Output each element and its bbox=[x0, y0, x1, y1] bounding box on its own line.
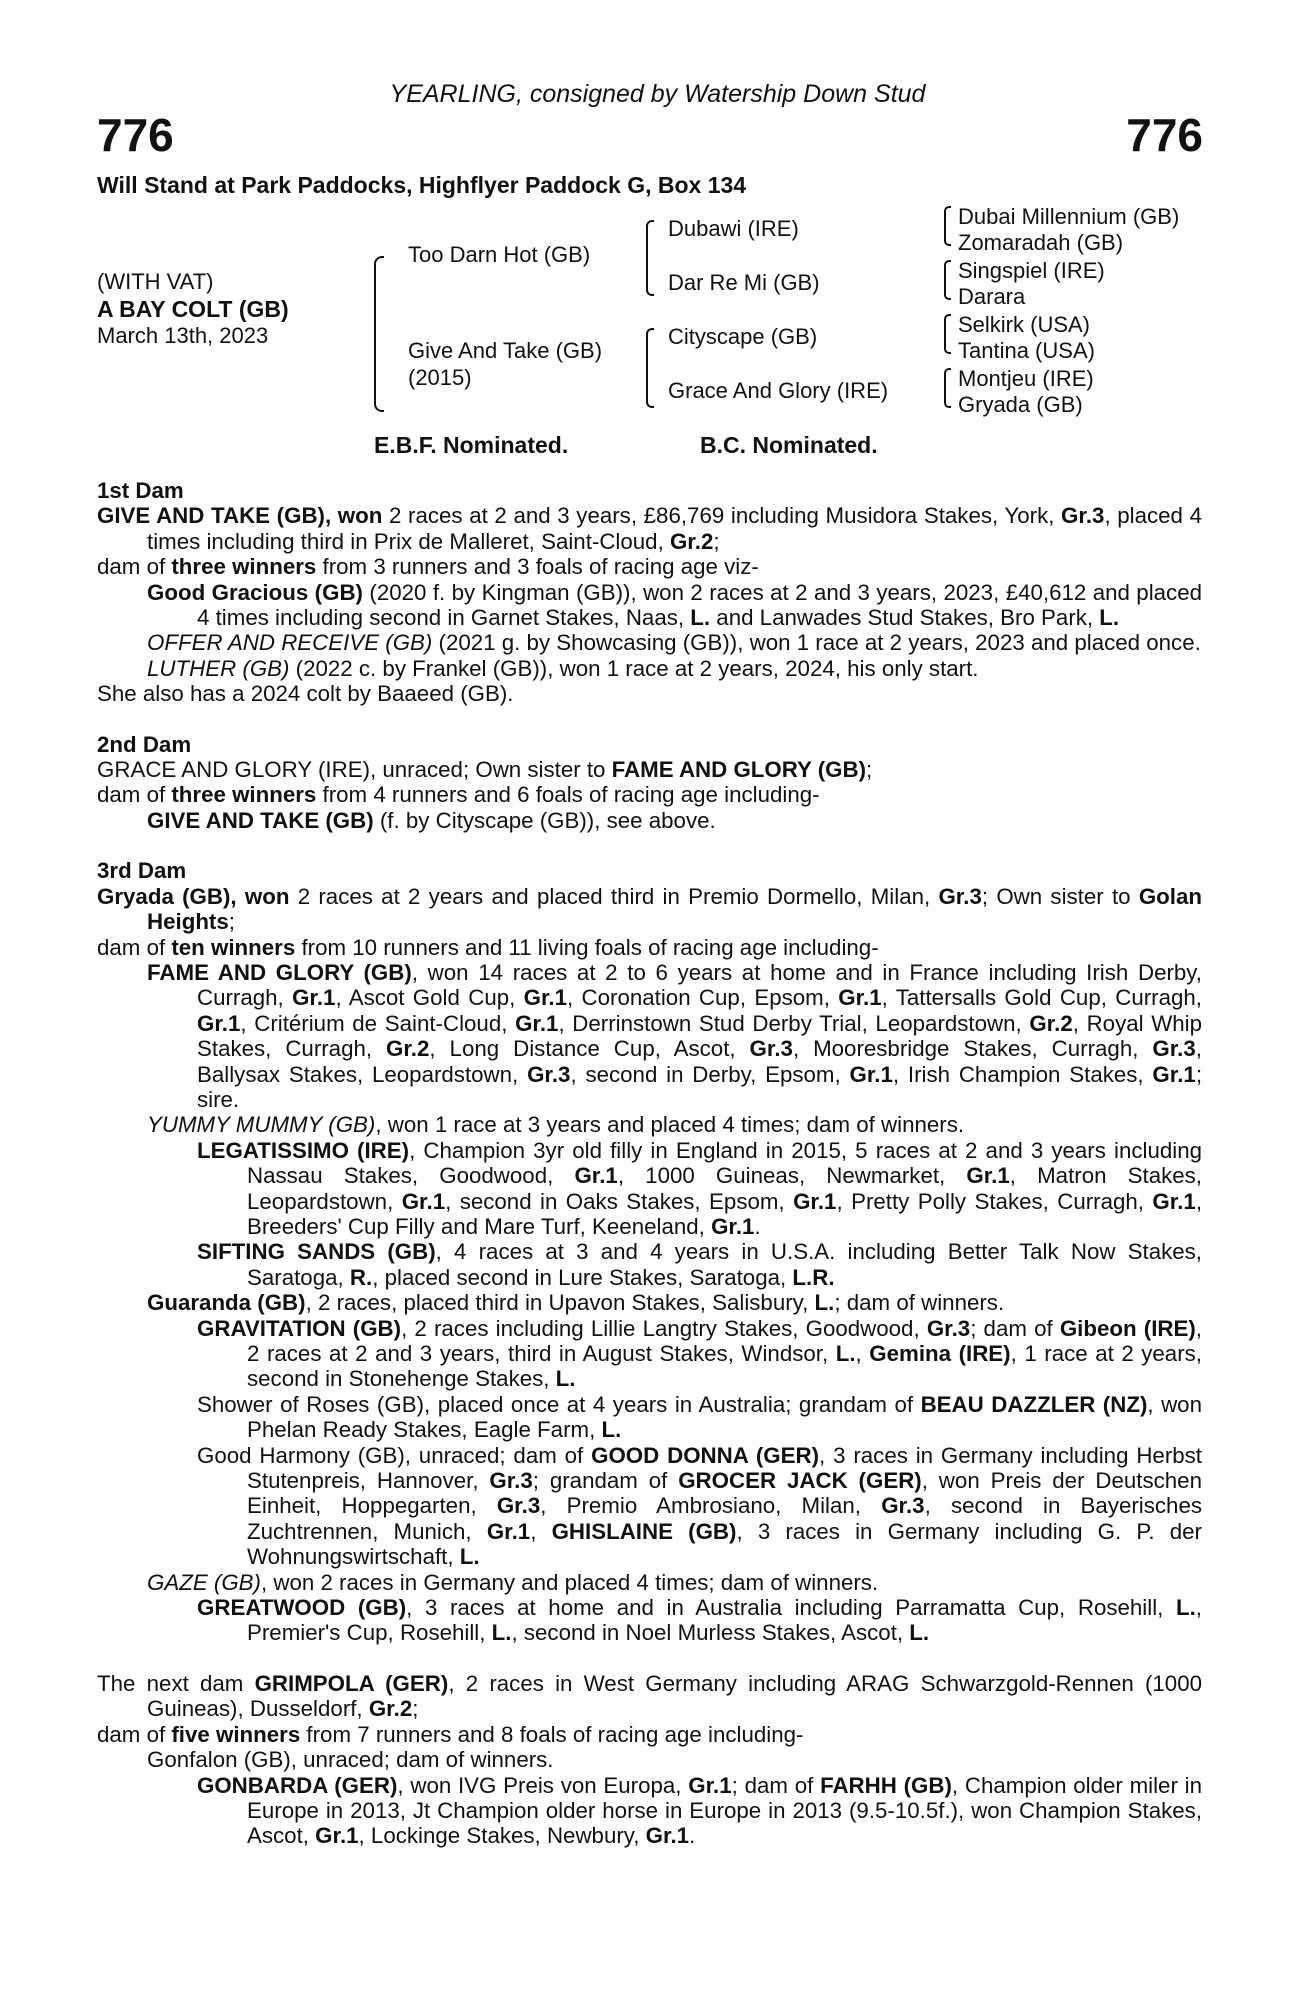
pedigree-ggs-2: Zomaradah (GB) bbox=[958, 230, 1124, 255]
catalogue-body bbox=[97, 478, 1202, 1849]
third-dam-record: Gryada (GB), won 2 races at 2 years and placed third in Premio Dormello, Milan, Gr.3; Own sister to Golan Heights; bbox=[97, 883, 1203, 935]
produce-gonfalon: Gonfalon (GB), unraced; dam of winners. bbox=[147, 1747, 554, 1773]
pedigree-brace-main bbox=[374, 256, 384, 412]
pedigree-ggs-6: Tantina (USA) bbox=[958, 338, 1095, 363]
pedigree-ggs-7: Montjeu (IRE) bbox=[958, 366, 1094, 391]
next-dam-record: The next dam GRIMPOLA (GER), 2 races in West Germany including ARAG Schwarzgold-Rennen (1000 Guineas), Dusseldorf, Gr.2; bbox=[97, 1670, 1202, 1722]
produce-legatissimo: LEGATISSIMO (IRE), Champion 3yr old filly in England in 2015, 5 races at 2 and 3 years including Nassau Stakes, Goodwood, Gr.1, 1000 Guineas, Newmarket, Gr.1, Matron Stakes, Leopardstown, Gr.1, second in Oaks Stakes, Epsom, Gr.1, Pretty Polly Stakes, Curragh, Gr.1, Breeders' Cup Filly and Mare Turf, Keeneland, Gr.1. bbox=[197, 1137, 1203, 1239]
third-dam-produce-summary: dam of ten winners from 10 runners and 11 living foals of racing age including- bbox=[97, 934, 879, 960]
pedigree-ggs-4: Darara bbox=[958, 284, 1026, 309]
pedigree-brace-sire bbox=[646, 220, 654, 296]
horse-name: A BAY COLT (GB) bbox=[97, 296, 289, 322]
pedigree-ggs-8: Gryada (GB) bbox=[958, 392, 1083, 417]
lot-number-left: 776 bbox=[97, 109, 174, 161]
produce-good-harmony: Good Harmony (GB), unraced; dam of GOOD DONNA (GER), 3 races in Germany including Herbst Stutenpreis, Hannover, Gr.3; grandam of GROCER JACK (GER), won Preis der Deutschen Einheit, Hoppegarten, Gr.3, Premio Ambrosiano, Milan, Gr.3, second in Bayerisches Zuchtrennen, Munich, Gr.1, GHISLAINE (GB), 3 races in Germany including G. P. der Wohnungswirtschaft, L. bbox=[197, 1442, 1202, 1570]
pedigree-dam-year: (2015) bbox=[408, 365, 472, 390]
produce-good-gracious: Good Gracious (GB) (2020 f. by Kingman (GB)), won 2 races at 2 and 3 years, 2023, £40,612 and placed 4 times including second in Garnet Stakes, Naas, L. and Lanwades Stud Stakes, Bro Park, L. bbox=[147, 579, 1203, 631]
pedigree-sire-dam: Dar Re Mi (GB) bbox=[668, 270, 820, 295]
produce-offer-and-receive: OFFER AND RECEIVE (GB) (2021 g. by Showcasing (GB)), won 1 race at 2 years, 2023 and placed once. bbox=[147, 630, 1201, 656]
pedigree-brace-g2 bbox=[944, 260, 951, 300]
first-dam-note: She also has a 2024 colt by Baaeed (GB). bbox=[97, 681, 514, 707]
pedigree-ggs-5: Selkirk (USA) bbox=[958, 312, 1091, 337]
first-dam-record: GIVE AND TAKE (GB), won 2 races at 2 and 3 years, £86,769 including Musidora Stakes, York, Gr.3, placed 4 times including third in Prix de Malleret, Saint-Cloud, Gr.2; bbox=[97, 503, 1202, 554]
consignment-line: YEARLING, consigned by Watership Down Stud bbox=[389, 80, 926, 108]
pedigree-ggs-1: Dubai Millennium (GB) bbox=[958, 204, 1180, 229]
first-dam-heading: 1st Dam bbox=[97, 478, 184, 503]
second-dam-produce-summary: dam of three winners from 4 runners and 6 foals of racing age including- bbox=[97, 782, 820, 808]
second-dam-record: GRACE AND GLORY (IRE), unraced; Own sister to FAME AND GLORY (GB); bbox=[97, 757, 873, 783]
produce-guaranda: Guaranda (GB), 2 races, placed third in Upavon Stakes, Salisbury, L.; dam of winners. bbox=[147, 1290, 1005, 1316]
pedigree-dam: Give And Take (GB) bbox=[408, 338, 603, 363]
pedigree-brace-g3 bbox=[944, 314, 951, 354]
produce-gonbarda: GONBARDA (GER), won IVG Preis von Europa, Gr.1; dam of FARHH (GB), Champion older miler in Europe in 2013, Jt Champion older horse in Europe in 2013 (9.5-10.5f.), won Champion Stakes, Ascot, Gr.1, Lockinge Stakes, Newbury, Gr.1. bbox=[197, 1772, 1202, 1849]
second-dam-heading: 2nd Dam bbox=[97, 731, 192, 757]
vat-status: (WITH VAT) bbox=[97, 269, 214, 294]
pedigree-dam-dam: Grace And Glory (IRE) bbox=[668, 378, 889, 403]
pedigree-brace-g1 bbox=[944, 206, 951, 246]
produce-gaze: GAZE (GB), won 2 races in Germany and placed 4 times; dam of winners. bbox=[147, 1569, 879, 1595]
pedigree-brace-g4 bbox=[944, 368, 951, 408]
produce-fame-and-glory: FAME AND GLORY (GB), won 14 races at 2 to 6 years at home and in France including Irish Derby, Curragh, Gr.1, Ascot Gold Cup, Gr.1, Coronation Cup, Epsom, Gr.1, Tattersalls Gold Cup, Curragh, Gr.1, Critérium de Saint-Cloud, Gr.1, Derrinstown Stud Derby Trial, Leopardstown, Gr.2, Royal Whip Stakes, Curragh, Gr.2, Long Distance Cup, Ascot, Gr.3, Mooresbridge Stakes, Curragh, Gr.3, Ballysax Stakes, Leopardstown, Gr.3, second in Derby, Epsom, Gr.1, Irish Champion Stakes, Gr.1; sire. bbox=[147, 959, 1203, 1112]
produce-luther: LUTHER (GB) (2022 c. by Frankel (GB)), won 1 race at 2 years, 2024, his only start. bbox=[147, 655, 979, 681]
next-dam-produce-summary: dam of five winners from 7 runners and 8 foals of racing age including- bbox=[97, 1721, 804, 1747]
ebf-nomination: E.B.F. Nominated. bbox=[374, 432, 569, 458]
pedigree-sire-sire: Dubawi (IRE) bbox=[668, 216, 799, 241]
produce-greatwood: GREATWOOD (GB), 3 races at home and in Australia including Parramatta Cup, Rosehill, L., Premier's Cup, Rosehill, L., second in Noel Murless Stakes, Ascot, L. bbox=[197, 1595, 1202, 1646]
lot-number-right: 776 bbox=[1126, 109, 1203, 161]
pedigree-dam-sire: Cityscape (GB) bbox=[668, 324, 818, 349]
produce-shower-of-roses: Shower of Roses (GB), placed once at 4 years in Australia; grandam of BEAU DAZZLER (NZ), won Phelan Ready Stakes, Eagle Farm, L. bbox=[197, 1391, 1202, 1443]
produce-yummy-mummy: YUMMY MUMMY (GB), won 1 race at 3 years and placed 4 times; dam of winners. bbox=[147, 1112, 965, 1138]
bc-nomination: B.C. Nominated. bbox=[700, 432, 878, 458]
produce-give-and-take: GIVE AND TAKE (GB) (f. by Cityscape (GB)), see above. bbox=[147, 807, 716, 833]
stabling-location: Will Stand at Park Paddocks, Highflyer Paddock G, Box 134 bbox=[97, 172, 747, 198]
pedigree-sire: Too Darn Hot (GB) bbox=[408, 242, 591, 267]
pedigree-brace-dam bbox=[646, 328, 654, 408]
produce-gravitation: GRAVITATION (GB), 2 races including Lillie Langtry Stakes, Goodwood, Gr.3; dam of Gibeon (IRE), 2 races at 2 and 3 years, third in August Stakes, Windsor, L., Gemina (IRE), 1 race at 2 years, second in Stonehenge Stakes, L. bbox=[197, 1315, 1202, 1392]
first-dam-produce-summary: dam of three winners from 3 runners and 3 foals of racing age viz- bbox=[97, 554, 759, 580]
third-dam-heading: 3rd Dam bbox=[97, 858, 187, 884]
produce-sifting-sands: SIFTING SANDS (GB), 4 races at 3 and 4 years in U.S.A. including Better Talk Now Stakes, Saratoga, R., placed second in Lure Stakes, Saratoga, L.R. bbox=[197, 1239, 1202, 1290]
foaling-date: March 13th, 2023 bbox=[97, 323, 269, 348]
pedigree-ggs-3: Singspiel (IRE) bbox=[958, 258, 1105, 283]
